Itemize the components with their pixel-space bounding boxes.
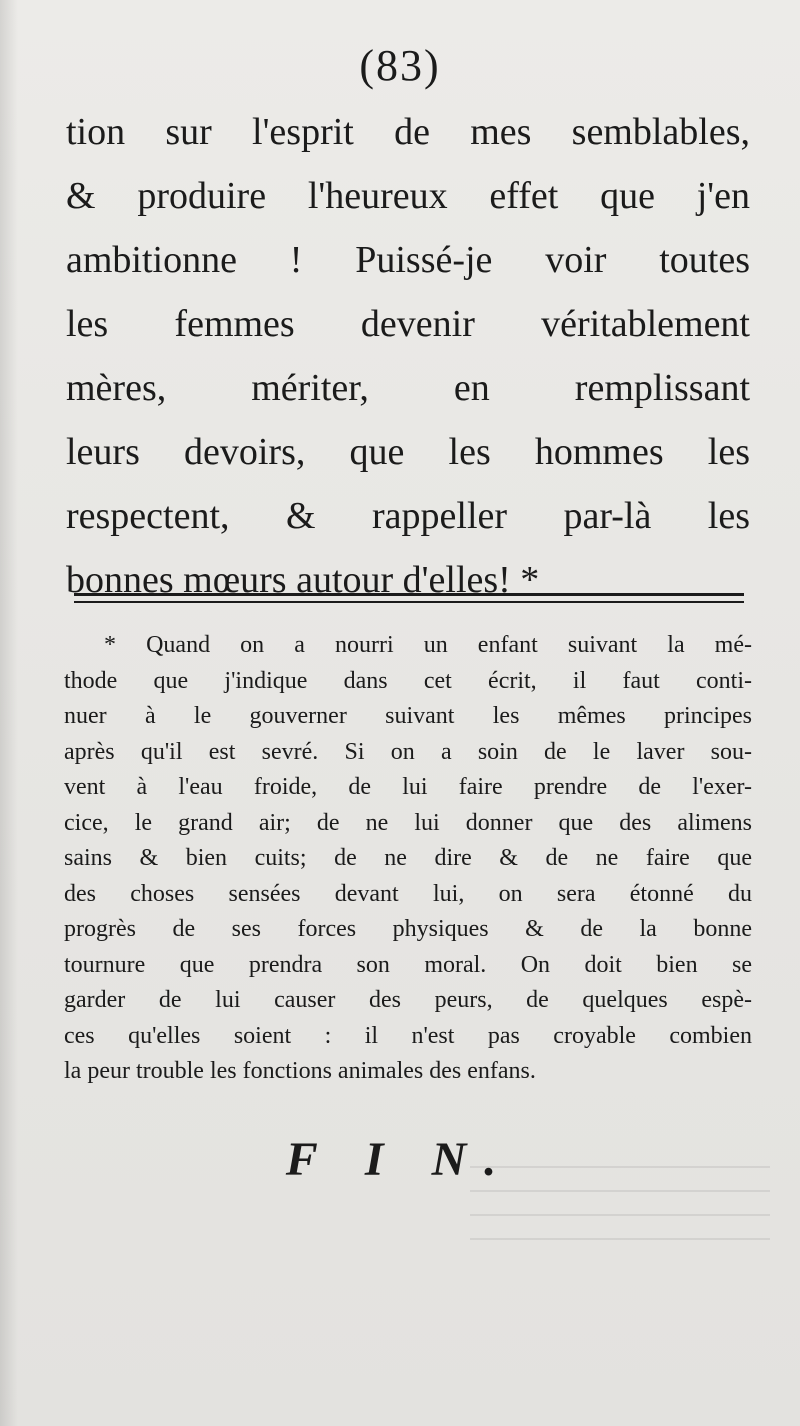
- text-line: respectent, & rappeller par-là les: [66, 495, 750, 537]
- end-mark: F I N.: [285, 1133, 515, 1186]
- footnote-divider: [74, 593, 744, 603]
- footnote-line: tournure que prendra son moral. On doit bien se: [64, 951, 752, 978]
- text-line: tion sur l'esprit de mes semblables,: [66, 111, 750, 153]
- main-text: [66, 100, 750, 612]
- footnote-line: * Quand on a nourri un enfant suivant la mé-: [104, 632, 752, 658]
- footnote-line: garder de lui causer des peurs, de quelques espè-: [64, 987, 752, 1013]
- footnote-line: nuer à le gouverner suivant les mêmes principes: [64, 703, 752, 729]
- footnote-line: la peur trouble les fonctions animales des enfans.: [64, 1058, 536, 1084]
- text-line: mères, mériter, en remplissant: [66, 367, 750, 409]
- page-number: (83): [359, 41, 441, 90]
- footnote-line: sains & bien cuits; de ne dire & de ne faire que: [64, 845, 752, 871]
- footnote-line: vent à l'eau froide, de lui faire prendre de l'exer-: [64, 774, 752, 800]
- text-line: les femmes devenir véritablement: [66, 303, 750, 345]
- footnote-line: des choses sensées devant lui, on sera étonné du: [64, 880, 752, 907]
- footnote-line: progrès de ses forces physiques & de la bonne: [64, 916, 752, 942]
- text-line: ambitionne ! Puissé-je voir toutes: [66, 239, 750, 281]
- footnote-line: cice, le grand air; de ne lui donner que des alimens: [64, 809, 752, 836]
- text-line: leurs devoirs, que les hommes les: [66, 431, 750, 473]
- footnote-line: thode que j'indique dans cet écrit, il faut conti-: [64, 667, 752, 694]
- text-line: bonnes mœurs autour d'elles! *: [66, 559, 540, 601]
- text-line: & produire l'heureux effet que j'en: [66, 175, 750, 217]
- footnote-line: après qu'il est sevré. Si on a soin de le laver sou-: [64, 738, 752, 765]
- footnote-line: ces qu'elles soient : il n'est pas croyable combien: [64, 1022, 752, 1049]
- footnote: [64, 628, 752, 1090]
